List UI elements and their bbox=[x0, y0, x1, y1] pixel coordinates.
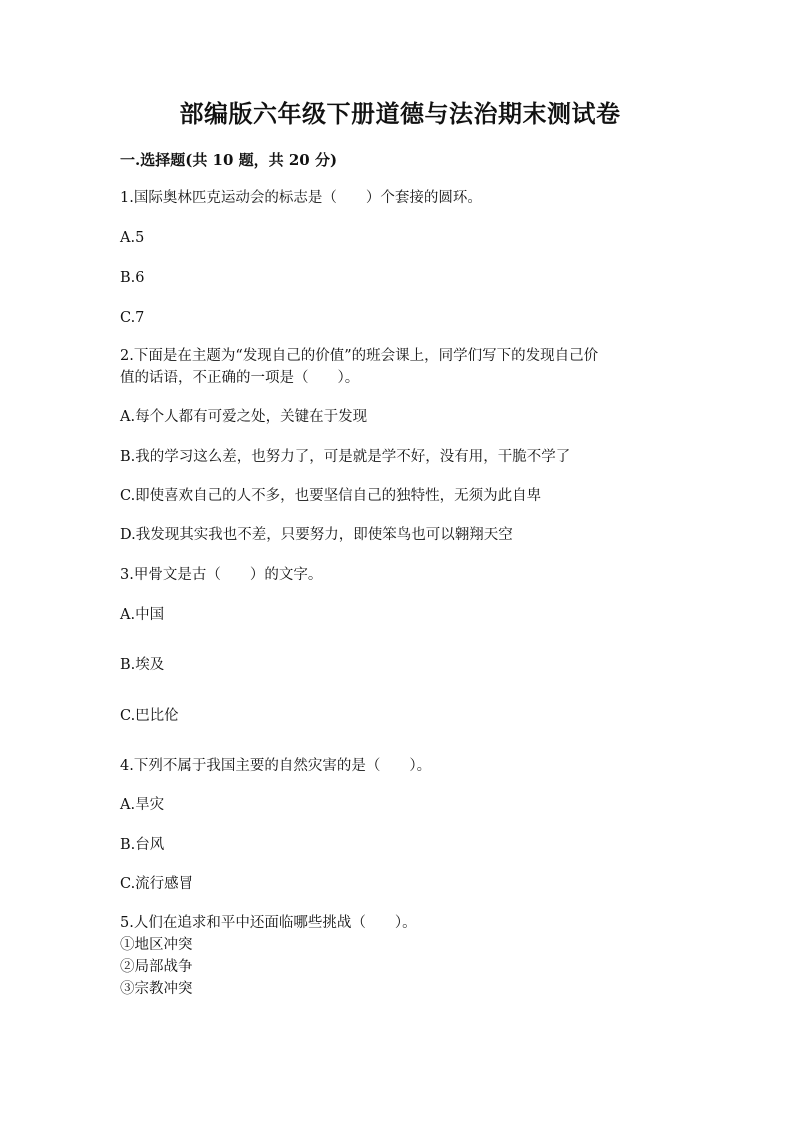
question-5-item-1: ①地区冲突 bbox=[120, 937, 193, 953]
question-4-stem: 4.下列不属于我国主要的自然灾害的是（ ）。 bbox=[120, 758, 432, 774]
question-1-stem: 1.国际奥林匹克运动会的标志是（ ）个套接的圆环。 bbox=[120, 190, 482, 206]
question-5-item-3: ③宗教冲突 bbox=[120, 981, 193, 997]
question-2-option-a: A.每个人都有可爱之处，关键在于发现 bbox=[120, 409, 368, 425]
question-2-option-c: C.即使喜欢自己的人不多，也要坚信自己的独特性，无须为此自卑 bbox=[120, 488, 542, 504]
exam-title: 部编版六年级下册道德与法治期末测试卷 bbox=[179, 99, 621, 128]
question-2-option-d: D.我发现其实我也不差，只要努力，即使笨鸟也可以翱翔天空 bbox=[120, 527, 513, 543]
question-2-stem-line-2: 值的话语，不正确的一项是（ ）。 bbox=[120, 370, 360, 386]
section-heading: 一.选择题(共 10 题，共 20 分) bbox=[120, 151, 338, 169]
question-2-stem-line-1: 2.下面是在主题为“发现自己的价值”的班会课上，同学们写下的发现自己价 bbox=[120, 348, 599, 364]
question-1-option-a: A.5 bbox=[120, 230, 145, 246]
question-4-option-c: C.流行感冒 bbox=[120, 876, 194, 892]
question-1-option-b: B.6 bbox=[120, 270, 145, 286]
question-2-option-b: B.我的学习这么差，也努力了，可是就是学不好，没有用，干脆不学了 bbox=[120, 449, 571, 465]
question-1-option-c: C.7 bbox=[120, 310, 145, 326]
question-3-option-a: A.中国 bbox=[120, 607, 165, 623]
question-3-option-b: B.埃及 bbox=[120, 657, 165, 673]
question-3-stem: 3.甲骨文是古（ ）的文字。 bbox=[120, 567, 323, 583]
question-4-option-b: B.台风 bbox=[120, 837, 165, 853]
question-4-option-a: A.旱灾 bbox=[120, 797, 165, 813]
question-5-item-2: ②局部战争 bbox=[120, 959, 193, 975]
question-5-stem: 5.人们在追求和平中还面临哪些挑战（ ）。 bbox=[120, 915, 417, 931]
question-3-option-c: C.巴比伦 bbox=[120, 708, 179, 724]
